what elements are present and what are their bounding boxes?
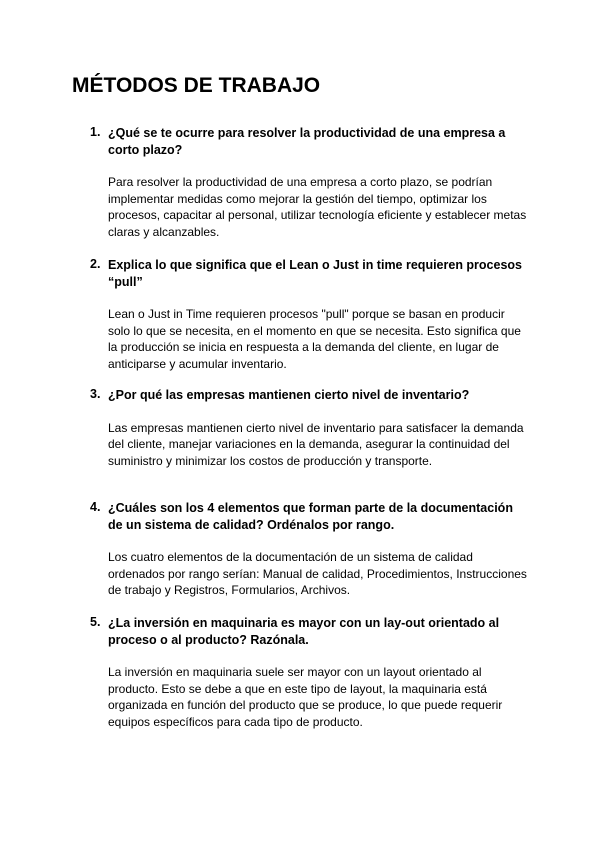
question-text: ¿Por qué las empresas mantienen cierto nivel de inventario?	[108, 388, 470, 402]
question-block-5	[90, 615, 530, 730]
question-block-4	[90, 500, 530, 599]
page-title: MÉTODOS DE TRABAJO	[72, 74, 321, 97]
answer-text: Para resolver la productividad de una empresa a corto plazo, se podrían implementar medidas como mejorar la gestión del tiempo, optimizar los procesos, capacitar al personal, utilizar tecnología eficiente y establecer metas claras y alcanzables.	[108, 175, 527, 239]
question-number: 1.	[90, 125, 101, 139]
answer-text: Lean o Just in Time requieren procesos "pull" porque se basan en producir solo lo que se necesita, en el momento en que se necesita. Esto significa que la producción se inicia en respuesta a la demanda del cliente, en lugar de anticiparse y acumular inventario.	[108, 307, 521, 371]
answer-text: La inversión en maquinaria suele ser mayor con un layout orientado al producto. Esto se debe a que en este tipo de layout, la maquinaria está organizada en función del producto que se produce, lo que puede requerir equipos específicos para cada tipo de producto.	[108, 665, 503, 729]
question-number: 2.	[90, 257, 101, 271]
question-text: ¿La inversión en maquinaria es mayor con un lay-out orientado al proceso o al producto? Razónala.	[108, 616, 500, 647]
question-number: 3.	[90, 387, 101, 401]
question-text: Explica lo que significa que el Lean o Just in time requieren procesos “pull”	[108, 258, 523, 289]
question-text: ¿Qué se te ocurre para resolver la productividad de una empresa a corto plazo?	[108, 126, 506, 157]
answer-text: Los cuatro elementos de la documentación de un sistema de calidad ordenados por rango serían: Manual de calidad, Procedimientos, Instrucciones de trabajo y Registros, Formularios, Archivos.	[108, 550, 527, 597]
question-number: 4.	[90, 500, 101, 514]
question-text: ¿Cuáles son los 4 elementos que forman parte de la documentación de un sistema de calidad? Ordénalos por rango.	[108, 501, 513, 532]
question-block-2	[90, 257, 530, 372]
answer-text: Las empresas mantienen cierto nivel de inventario para satisfacer la demanda del cliente, manejar variaciones en la demanda, asegurar la continuidad del suministro y minimizar los costos de producción y transporte.	[108, 420, 524, 468]
question-block-3	[90, 387, 530, 469]
question-number: 5.	[90, 615, 101, 629]
question-block-1	[90, 125, 530, 240]
